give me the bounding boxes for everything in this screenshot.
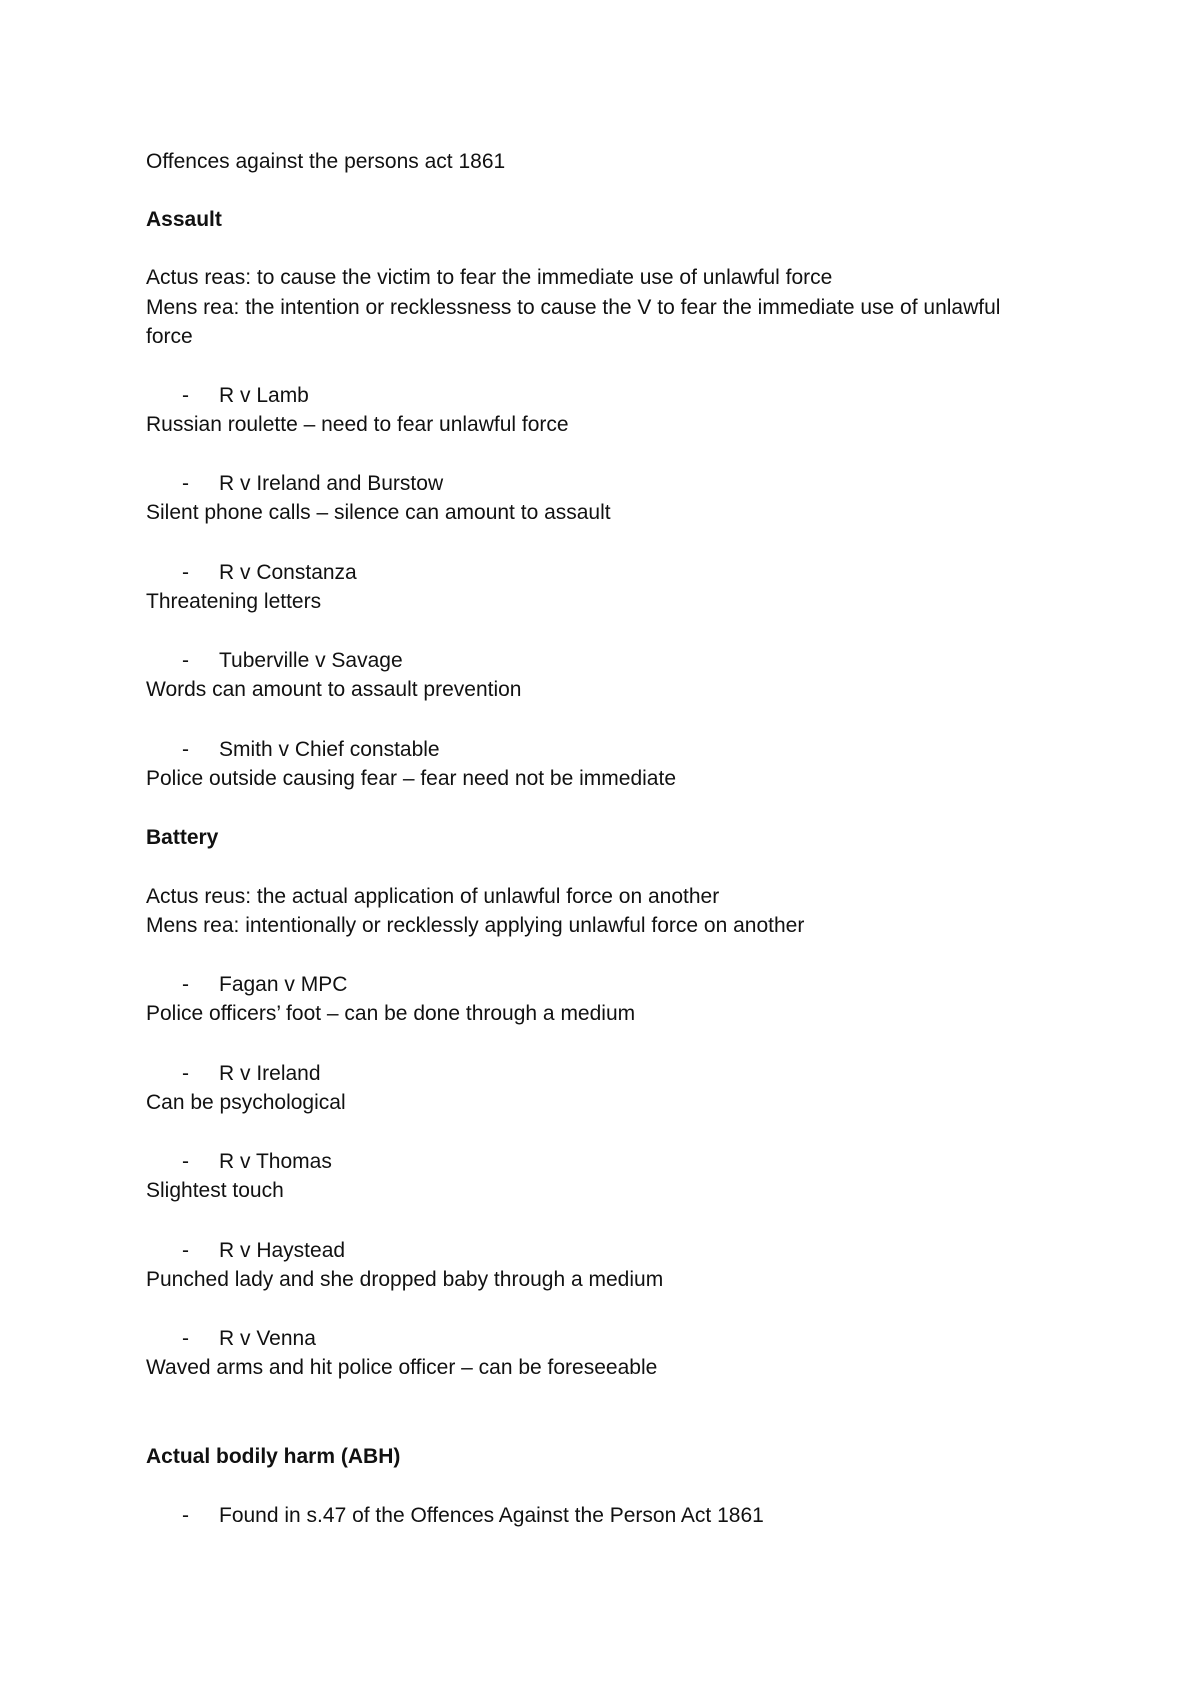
- assault-mens-rea: Mens rea: the intention or recklessness to cause the V to fear the immediate use of unlawful: [146, 296, 1001, 319]
- battery-heading: Battery: [146, 826, 219, 849]
- abh-point: Found in s.47 of the Offences Against the Person Act 1861: [219, 1504, 764, 1527]
- case-note: Words can amount to assault prevention: [146, 678, 522, 701]
- bullet-dash: -: [182, 738, 189, 761]
- bullet-dash: -: [182, 1327, 189, 1350]
- case-name: R v Thomas: [219, 1150, 332, 1173]
- battery-mens-rea: Mens rea: intentionally or recklessly applying unlawful force on another: [146, 914, 805, 937]
- case-note: Can be psychological: [146, 1091, 346, 1114]
- case-name: Fagan v MPC: [219, 973, 348, 996]
- assault-mens-rea-continued: force: [146, 325, 193, 348]
- case-name: Smith v Chief constable: [219, 738, 440, 761]
- case-name: R v Venna: [219, 1327, 316, 1350]
- battery-actus-reus: Actus reus: the actual application of unlawful force on another: [146, 885, 720, 908]
- bullet-dash: -: [182, 1504, 189, 1527]
- case-name: Tuberville v Savage: [219, 649, 403, 672]
- assault-heading: Assault: [146, 208, 222, 231]
- document-title: Offences against the persons act 1861: [146, 150, 506, 173]
- bullet-dash: -: [182, 561, 189, 584]
- case-name: R v Lamb: [219, 384, 309, 407]
- bullet-dash: -: [182, 973, 189, 996]
- bullet-dash: -: [182, 1150, 189, 1173]
- case-name: R v Haystead: [219, 1239, 346, 1262]
- bullet-dash: -: [182, 1239, 189, 1262]
- case-note: Waved arms and hit police officer – can be foreseeable: [146, 1356, 658, 1379]
- case-name: R v Ireland: [219, 1062, 321, 1085]
- case-note: Police officers’ foot – can be done through a medium: [146, 1002, 636, 1025]
- case-note: Punched lady and she dropped baby through a medium: [146, 1268, 664, 1291]
- case-name: R v Constanza: [219, 561, 357, 584]
- bullet-dash: -: [182, 1062, 189, 1085]
- bullet-dash: -: [182, 649, 189, 672]
- case-note: Silent phone calls – silence can amount to assault: [146, 501, 611, 524]
- case-note: Slightest touch: [146, 1179, 284, 1202]
- case-note: Police outside causing fear – fear need not be immediate: [146, 767, 676, 790]
- bullet-dash: -: [182, 384, 189, 407]
- bullet-dash: -: [182, 472, 189, 495]
- assault-actus-reus: Actus reas: to cause the victim to fear the immediate use of unlawful force: [146, 266, 833, 289]
- case-note: Russian roulette – need to fear unlawful force: [146, 413, 569, 436]
- case-name: R v Ireland and Burstow: [219, 472, 444, 495]
- abh-heading: Actual bodily harm (ABH): [146, 1445, 401, 1468]
- case-note: Threatening letters: [146, 590, 322, 613]
